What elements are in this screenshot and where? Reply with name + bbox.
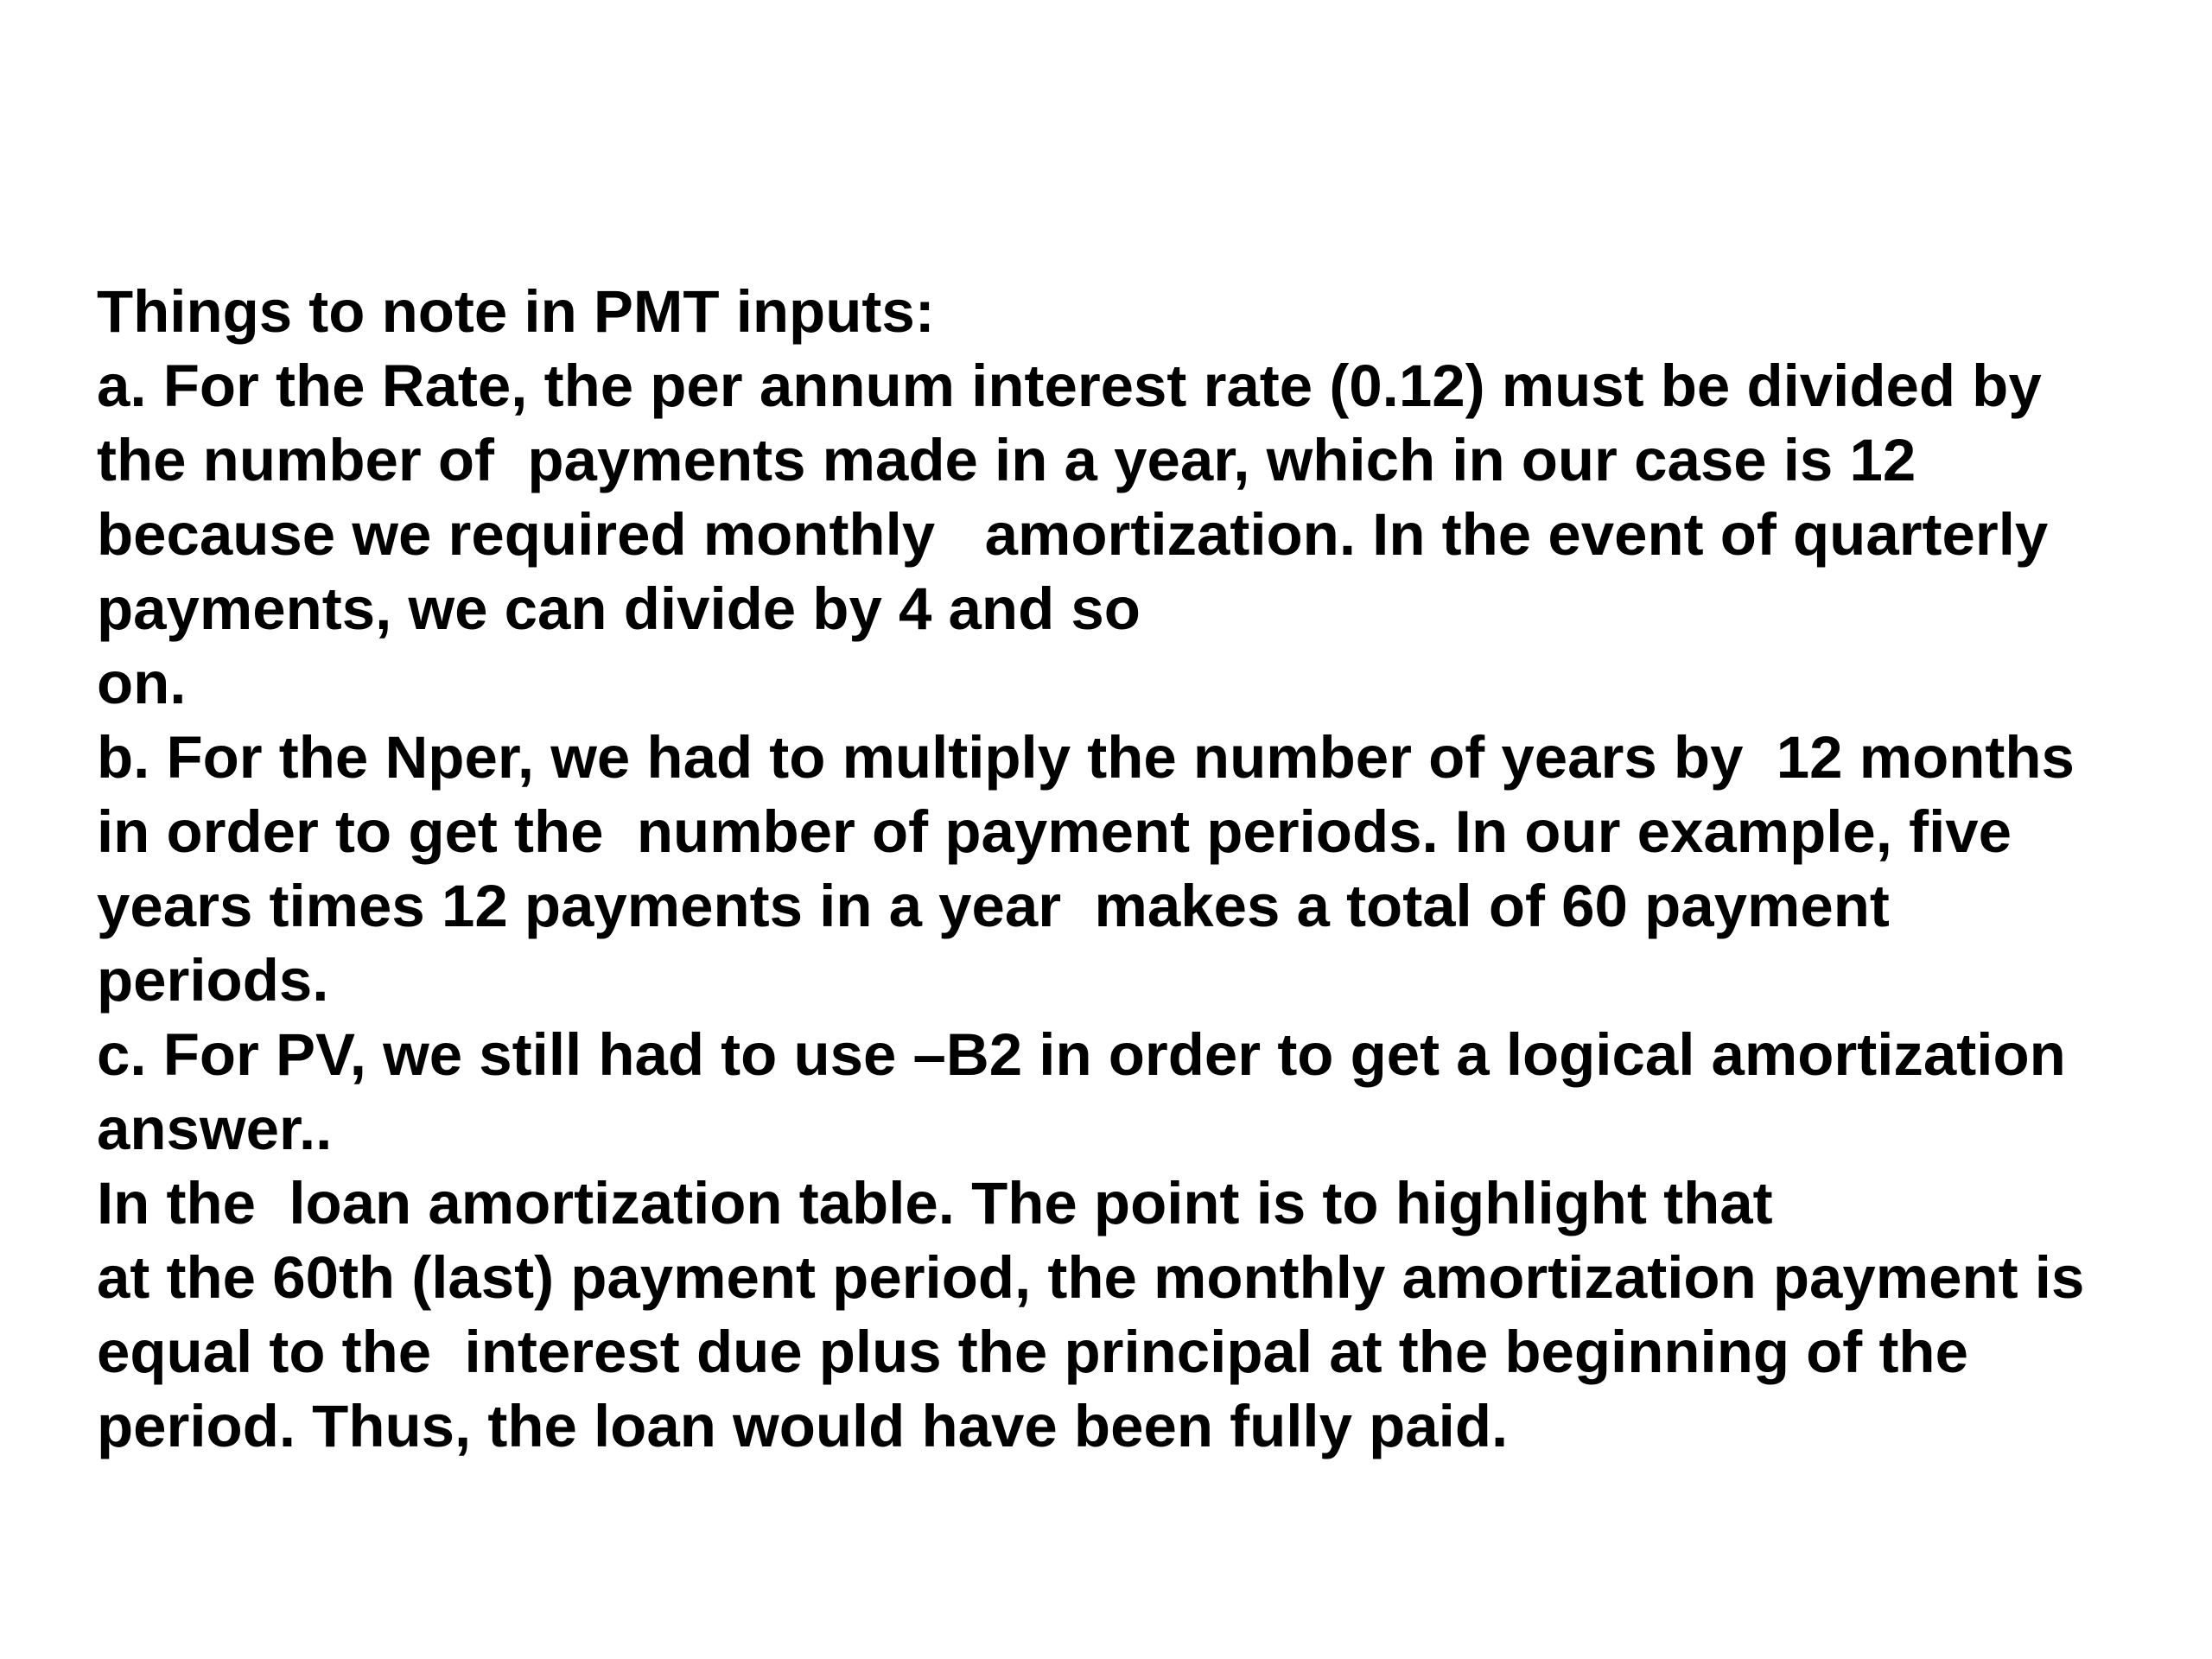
- text-line: the number of payments made in a year, which in our case is 12: [97, 427, 1916, 493]
- text-line: in order to get the number of payment periods. In our example, five: [97, 798, 2012, 865]
- text-line: answer..: [97, 1096, 333, 1162]
- heading-line: Things to note in PMT inputs:: [97, 278, 935, 345]
- text-line: c. For PV, we still had to use –B2 in order to get a logical amortization: [97, 1021, 2066, 1088]
- text-line: period. Thus, the loan would have been fully paid.: [97, 1393, 1509, 1459]
- text-line: years times 12 payments in a year makes a total of 60 payment: [97, 873, 1890, 939]
- slide-text-block: [97, 275, 2205, 1464]
- text-line: at the 60th (last) payment period, the monthly amortization payment is: [97, 1244, 2085, 1311]
- text-line: on.: [97, 650, 187, 716]
- text-line: In the loan amortization table. The point is to highlight that: [97, 1170, 1773, 1236]
- text-line: a. For the Rate, the per annum interest rate (0.12) must be divided by: [97, 353, 2042, 419]
- text-line: b. For the Nper, we had to multiply the number of years by 12 months: [97, 724, 2075, 791]
- text-line: payments, we can divide by 4 and so: [97, 575, 1141, 642]
- text-line: because we required monthly amortization. In the event of quarterly: [97, 501, 2049, 568]
- text-line: periods.: [97, 947, 329, 1014]
- text-line: equal to the interest due plus the principal at the beginning of the: [97, 1319, 1968, 1385]
